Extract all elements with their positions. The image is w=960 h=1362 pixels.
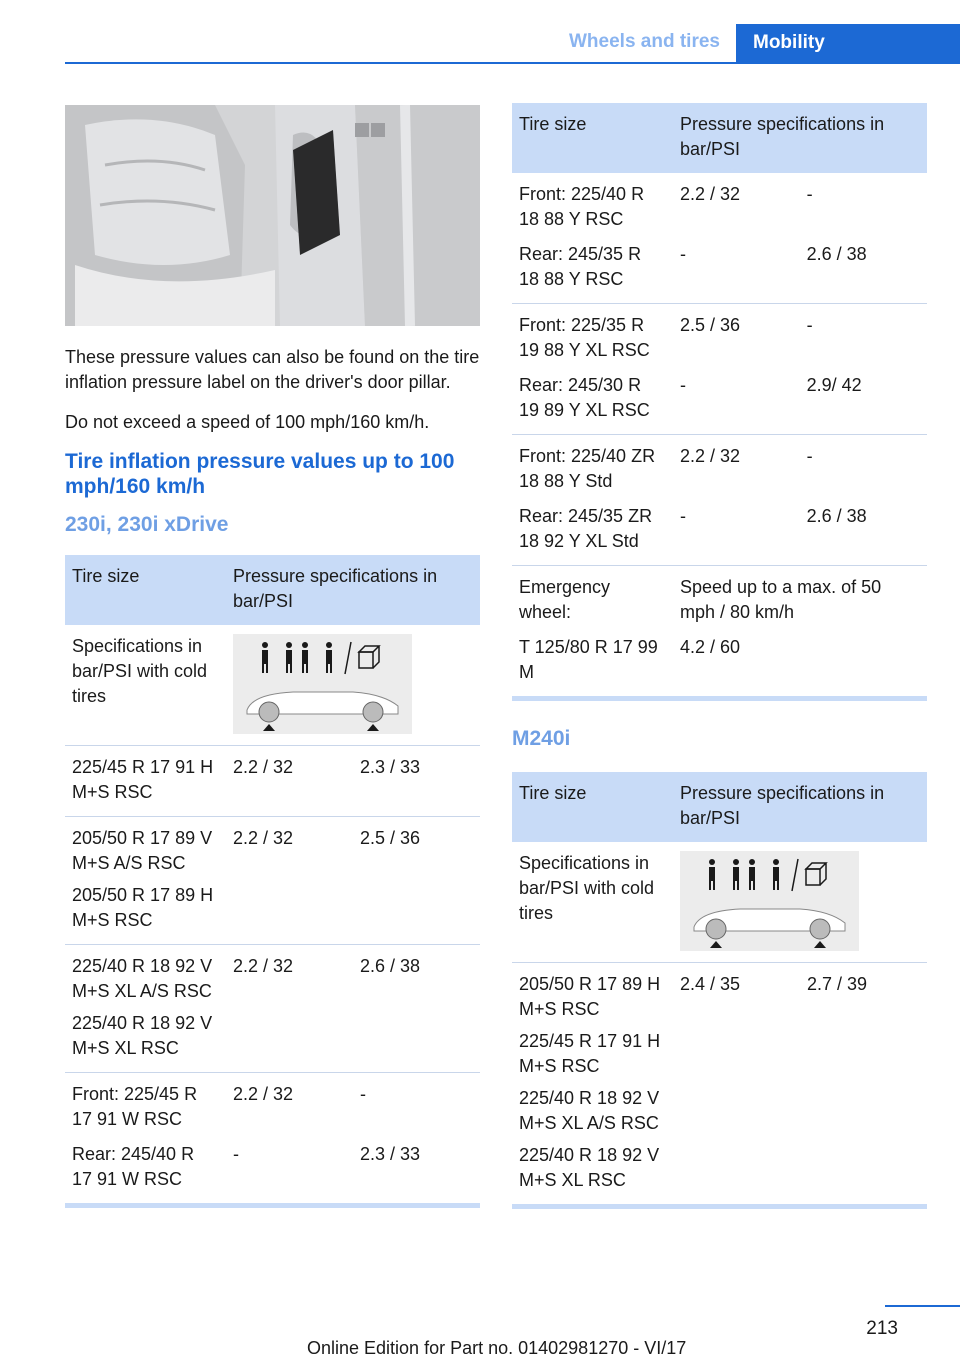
chapter-tab: Mobility bbox=[736, 24, 960, 62]
spec-label: Specifications in bar/PSI with cold tires bbox=[65, 625, 226, 746]
pressure-table-m240i bbox=[512, 772, 927, 1204]
col-header-pressure: Pressure specifications in bar/PSI bbox=[226, 555, 480, 625]
col-header-pressure: Pressure specifications in bar/PSI bbox=[673, 772, 927, 842]
load-condition-icon bbox=[233, 634, 412, 734]
table-row: 225/40 R 18 92 V M+S XL A/S RSC 225/40 R 18 92 V M+S XL RSC 2.2 / 32 2.6 / 38 bbox=[65, 945, 480, 1073]
table-row: T 125/80 R 17 99 M 4.2 / 60 bbox=[519, 637, 741, 682]
intro-paragraph: These pressure values can also be found on the tire inflation pressure label on the driver's door pillar. bbox=[65, 347, 480, 392]
section-title: Wheels and tires bbox=[569, 31, 720, 52]
model-heading-m240i: M240i bbox=[512, 727, 571, 750]
pressure-table-230i bbox=[65, 555, 480, 1203]
page-header bbox=[65, 0, 960, 64]
load-condition-icon bbox=[680, 851, 859, 951]
door-pillar-illustration bbox=[65, 105, 480, 326]
col-header-tire-size: Tire size bbox=[65, 555, 226, 625]
col-header-tire-size: Tire size bbox=[512, 103, 673, 173]
table-row: 205/50 R 17 89 V M+S A/S RSC 205/50 R 17 89 H M+S RSC 2.2 / 32 2.5 / 36 bbox=[65, 817, 480, 945]
table-row: Rear: 245/35 ZR 18 92 Y XL Std - 2.6 / 38 bbox=[512, 500, 927, 566]
table-row: Rear: 245/35 R 18 88 Y RSC - 2.6 / 38 bbox=[512, 238, 927, 304]
pressure-table-230i-continued bbox=[512, 103, 927, 696]
col-header-tire-size: Tire size bbox=[512, 772, 673, 842]
table-row: Front: 225/40 R 18 88 Y RSC 2.2 / 32 - bbox=[519, 184, 813, 229]
table-row: Rear: 245/40 R 17 91 W RSC - 2.3 / 33 bbox=[72, 1144, 421, 1189]
left-column bbox=[65, 105, 480, 1208]
col-header-pressure: Pressure specifications in bar/PSI bbox=[673, 103, 927, 173]
speed-note: Do not exceed a speed of 100 mph/160 km/h. bbox=[65, 412, 430, 432]
table-row: 205/50 R 17 89 H M+S RSC 225/45 R 17 91 H M+S RSC 225/40 R 18 92 V M+S XL A/S RSC 225/40 R 18 92 V M+S XL RSC 2.4 / 35 2.7 / 39 bbox=[519, 974, 868, 1190]
table-row: Front: 225/40 ZR 18 88 Y Std 2.2 / 32 - bbox=[519, 446, 813, 491]
table-row bbox=[65, 625, 480, 746]
table-row: Front: 225/35 R 19 88 Y XL RSC 2.5 / 36 - bbox=[519, 315, 813, 360]
spec-label: Specifications in bar/PSI with cold tires bbox=[512, 842, 673, 963]
table-row: 225/45 R 17 91 H M+S RSC 2.2 / 32 2.3 / 33 bbox=[65, 746, 480, 817]
footer-rule bbox=[885, 1305, 960, 1307]
edition-note: Online Edition for Part no. 01402981270 - VI/17 bbox=[307, 1338, 687, 1358]
table-row: Front: 225/45 R 17 91 W RSC 2.2 / 32 - bbox=[72, 1084, 366, 1129]
table-end-bar bbox=[512, 1204, 927, 1209]
page-number: 213 bbox=[866, 1318, 898, 1339]
section-heading: Tire inflation pressure values up to 100 mph/160 km/h bbox=[65, 450, 455, 498]
right-column bbox=[512, 103, 927, 1209]
table-row: Emergency wheel: Speed up to a max. of 50 mph / 80 km/h bbox=[519, 577, 882, 622]
table-end-bar bbox=[512, 696, 927, 701]
table-end-bar bbox=[65, 1203, 480, 1208]
table-row: Rear: 245/30 R 19 89 Y XL RSC - 2.9/ 42 bbox=[512, 369, 927, 435]
table-row bbox=[512, 842, 927, 963]
model-heading-230i: 230i, 230i xDrive bbox=[65, 513, 229, 536]
